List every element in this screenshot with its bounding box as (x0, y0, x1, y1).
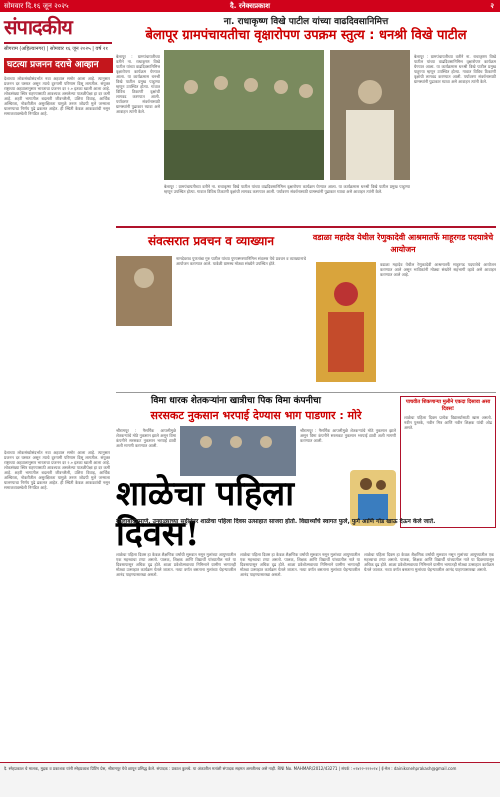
story2-photo (116, 256, 172, 326)
left-snippets (4, 450, 110, 760)
story4-headline: सरसकट नुकसान भरपाई देण्यास भाग पाडणार : मोरे (150, 409, 362, 422)
editorial-title: घटत्या प्रजनन दराचे आव्हान (4, 58, 113, 73)
school-body-col3: शाळेचा पहिला दिवस हा केवळ शैक्षणिक वर्षाची सुरुवात नसून मुलांच्या आयुष्यातील एक महत्त्वाचा टप्पा असतो. पालक, शिक्षक आणि विद्यार्थी यांच्यातील नाते या दिवसापासून अधिक दृढ होते. शाळा प्रवेशोत्सवाच्या निमित्ताने ग्रामीण भागातही मोठ्या उत्साहात कार्यक्रम घेतले जातात. नव्या वर्गात बसताना मुलांच्या चेहऱ्यावरील आनंद पाहण्यासारखा असतो. (364, 552, 494, 572)
school-body-col2: शाळेचा पहिला दिवस हा केवळ शैक्षणिक वर्षाची सुरुवात नसून मुलांच्या आयुष्यातील एक महत्त्वाचा टप्पा असतो. पालक, शिक्षक आणि विद्यार्थी यांच्यातील नाते या दिवसापासून अधिक दृढ होते. शाळा प्रवेशोत्सवाच्या निमित्ताने ग्रामीण भागातही मोठ्या उत्साहात कार्यक्रम घेतले जातात. नव्या वर्गात बसताना मुलांच्या चेहऱ्यावरील आनंद पाहण्यासारखा असतो. (240, 552, 360, 577)
section-title: संपादकीय (4, 15, 72, 39)
issue-date: सोमवार दि.१६ जून २०२५ (4, 2, 69, 10)
story5-box (400, 396, 496, 528)
editorial-body: देशाच्या लोकसंख्येसंदर्भात नवा अहवाल समोर आला आहे. त्यानुसार प्रजनन दर घसरत असून त्याचे दूरगामी परिणाम दिसू लागतील. संयुक्त राष्ट्राच्या अहवालानुसार भारताचा प्रजनन दर २.० इतका खाली आला आहे. लोकसंख्या स्थिर राहण्यासाठी आवश्यक असलेल्या पातळीपेक्षा हा दर कमी आहे. शहरी भागातील बदलती जीवनशैली, उशिरा विवाह, आर्थिक अस्थिरता, नोकरीतील असुरक्षितता यामुळे तरुण जोडपी मुले जन्माला घालण्याचा निर्णय पुढे ढकलत आहेत. ही स्थिती केवळ आकड्यांची नसून समाजव्यवस्थेशी निगडित आहे. (4, 76, 110, 116)
school-lead: सालाबादप्रमाणे, उन्हाळ्याच्या सुट्टीनंतर शाळेचा पहिला दिवस उत्साहात साजरा होतो. विद्यार्थ्यांचे स्वागत फुले, फुगे आणि गोड खाऊ देऊन केले जाते. (116, 518, 436, 525)
story4-title: विमा धारक शेतकऱ्यांना खात्रीचा पिक विमा कंपनीचा (151, 396, 321, 406)
goddess-photo (316, 262, 376, 382)
story1-body-col2: बेलापूर : ग्रामपंचायतीच्या वतीने ना. राधाकृष्ण विखे पाटील यांच्या वाढदिवसानिमित्त वृक्षारोपण कार्यक्रम घेण्यात आला. या कार्यक्रमास धनश्री विखे पाटील प्रमुख पाहुण्या म्हणून उपस्थित होत्या. गावात विविध ठिकाणी वृक्षांची लागवड करण्यात आली. पर्यावरण संवर्धनासाठी ग्रामस्थांनी पुढाकार घ्यावा असे आवाहन त्यांनी केले. (164, 184, 410, 194)
story4-body-a: श्रीरामपूर : नैसर्गिक आपत्तीमुळे शेतकऱ्यांचे मोठे नुकसान झाले असून विमा कंपनीने सरसकट नुकसान भरपाई द्यावी अशी मागणी करण्यात आली. (116, 428, 176, 448)
imprint-footer (0, 762, 500, 797)
school-headline: शाळेचा पहिला दिवस! (116, 474, 295, 554)
story3-body: वडाळा महादेव येथील रेणुकादेवी आश्रमातर्फे माहूरगड पदयात्रेचे आयोजन करण्यात आले असून भाविकांनी मोठ्या संख्येने सहभागी व्हावे असे आवाहन करण्यात आले आहे. (380, 262, 496, 277)
divider (116, 226, 496, 228)
story1-body-col1: बेलापूर : ग्रामपंचायतीच्या वतीने ना. राधाकृष्ण विखे पाटील यांच्या वाढदिवसानिमित्त वृक्षारोपण कार्यक्रम घेण्यात आला. या कार्यक्रमास धनश्री विखे पाटील प्रमुख पाहुण्या म्हणून उपस्थित होत्या. गावात विविध ठिकाणी वृक्षांची लागवड करण्यात आली. पर्यावरण संवर्धनासाठी ग्रामस्थांनी पुढाकार घ्यावा असे आवाहन त्यांनी केले. (116, 54, 160, 114)
leader-photo (330, 50, 410, 180)
editorial-continued: देशाच्या लोकसंख्येसंदर्भात नवा अहवाल समोर आला आहे. त्यानुसार प्रजनन दर घसरत असून त्याचे दूरगामी परिणाम दिसू लागतील. संयुक्त राष्ट्राच्या अहवालानुसार भारताचा प्रजनन दर २.० इतका खाली आला आहे. लोकसंख्या स्थिर राहण्यासाठी आवश्यक असलेल्या पातळीपेक्षा हा दर कमी आहे. शहरी भागातील बदलती जीवनशैली, उशिरा विवाह, आर्थिक अस्थिरता, नोकरीतील असुरक्षितता यामुळे तरुण जोडपी मुले जन्माला घालण्याचा निर्णय पुढे ढकलत आहेत. ही स्थिती केवळ आकड्यांची नसून समाजव्यवस्थेशी निगडित आहे. (4, 450, 110, 490)
story1-body-col3: बेलापूर : ग्रामपंचायतीच्या वतीने ना. राधाकृष्ण विखे पाटील यांच्या वाढदिवसानिमित्त वृक्षारोपण कार्यक्रम घेण्यात आला. या कार्यक्रमास धनश्री विखे पाटील प्रमुख पाहुण्या म्हणून उपस्थित होत्या. गावात विविध ठिकाणी वृक्षांची लागवड करण्यात आली. पर्यावरण संवर्धनासाठी ग्रामस्थांनी पुढाकार घ्यावा असे आवाहन त्यांनी केले. (414, 54, 496, 84)
tree-planting-photo (164, 50, 324, 180)
story4-photo (180, 426, 296, 476)
top-bar (0, 0, 500, 12)
story2-title: संवत्सरात प्रवचन व व्याख्यान (147, 234, 275, 248)
page-number: २ (490, 2, 494, 10)
lead-kicker: ना. राधाकृष्ण विखे पाटील यांच्या वाढदिवसानिमित्त (223, 17, 389, 27)
paper-name: दै. रनेक्सप्रकाश (230, 2, 270, 10)
story4-body-b: श्रीरामपूर : नैसर्गिक आपत्तीमुळे शेतकऱ्यांचे मोठे नुकसान झाले असून विमा कंपनीने सरसकट नुकसान भरपाई द्यावी अशी मागणी करण्यात आली. (300, 428, 396, 443)
school-body-col1: शाळेचा पहिला दिवस हा केवळ शैक्षणिक वर्षाची सुरुवात नसून मुलांच्या आयुष्यातील एक महत्त्वाचा टप्पा असतो. पालक, शिक्षक आणि विद्यार्थी यांच्यातील नाते या दिवसापासून अधिक दृढ होते. शाळा प्रवेशोत्सवाच्या निमित्ताने ग्रामीण भागातही मोठ्या उत्साहात कार्यक्रम घेतले जातात. नव्या वर्गात बसताना मुलांच्या चेहऱ्यावरील आनंद पाहण्यासारखा असतो. (116, 552, 236, 577)
lead-headline: बेलापूर ग्रामपंचायतीचा वृक्षारोपण उपक्रम स्तुत्य : धनश्री विखे पाटील (145, 28, 467, 43)
story5-body: शाळेचा पहिला दिवस प्रत्येक विद्यार्थ्यासाठी खास असतो. नवीन पुस्तके, नवीन मित्र आणि नवीन शिक्षक यांची ओढ असते. (404, 415, 492, 430)
story5-title: पाचवीत शिकणाऱ्या मुलीने एकदा दिसावा असा दिवस! (405, 399, 491, 412)
story2-body: नामदेवराव पुणतांबा गुरु पाटील यांच्या पुण्यस्मरणानिमित्त संवत्सर येथे प्रवचन व व्याख्यानाचे आयोजन करण्यात आले. यावेळी ग्रामस्थ मोठ्या संख्येने उपस्थित होते. (176, 256, 306, 266)
masthead-sub: सीगराम (अहिल्यानगर) | सोमवार १६ जून २०२५ | वर्ष २१ (4, 46, 109, 52)
imprint-text: दै. स्नेहप्रकाश चे मालक, मुद्रक व प्रकाशक यांनी स्नेहप्रकाश प्रिंटिंग प्रेस, श्रीरामपूर येथे छापून प्रसिद्ध केले. संपादक : प्रकाश कुलथे. या अंकातील मतांशी संपादक सहमत असतीलच असे नाही. RNI No. MAHMAR/2012/43271 | संपर्क : ०२४२२-२२२०२४ | ई-मेल : dainiksnehprakash@gmail.com (4, 766, 457, 771)
divider-2 (116, 392, 496, 393)
story3-title: वडाळा महादेव येथील रेणुकादेवी आश्रमातर्फे माहूरगड पदयात्रेचे आयोजन (312, 233, 494, 254)
masthead (4, 14, 112, 54)
masthead-rule (4, 42, 112, 44)
